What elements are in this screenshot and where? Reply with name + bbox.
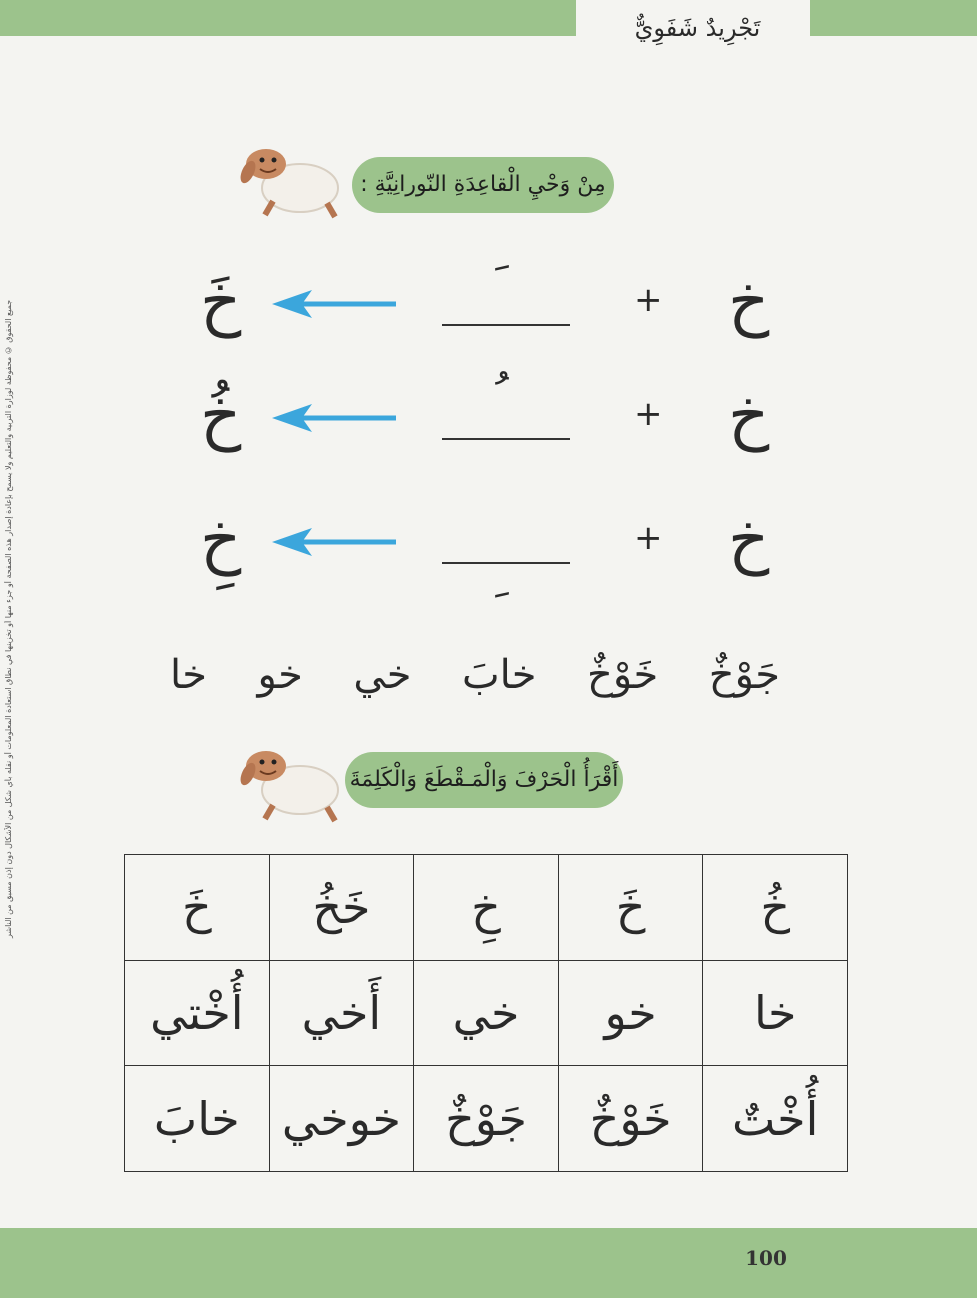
base-letter: خ [728,503,770,577]
base-letter: خ [728,265,770,339]
plus-sign: + [634,394,663,434]
page-number: 100 [745,1246,787,1270]
base-letter: خ [728,379,770,453]
copyright-side-note: جميع الحقوق © محفوظة لوزارة التربية والتعليم ولا يسمح بإعادة إصدار هذه الصفحة أو جزء منها أو تخزينها في نطاق استعادة المعلومات أو نقله بأي شكل من الأشكال دون إذن مسبق من الناشر [4,300,13,939]
word: خا [170,652,207,698]
table-cell: خُ [703,855,848,961]
table-row [125,1066,848,1172]
table-cell: خِ [414,855,559,961]
table-cell: خَخُ [269,855,414,961]
table-cell: خَ [558,855,703,961]
table-cell: خي [414,960,559,1066]
table-row [125,960,848,1066]
sheep-mascot-icon [236,744,356,832]
result-letter: خَ [200,265,242,339]
table-cell: خابَ [125,1066,270,1172]
blank-line [442,562,570,564]
word: خابَ [461,652,537,698]
page-header-title: تَجْرِيدٌ شَفَوِيٌّ [634,14,761,42]
word: خي [353,652,412,698]
blank-line [442,324,570,326]
table-cell: خوخي [269,1066,414,1172]
word: جَوْخٌ [708,652,780,698]
equation-row [180,366,800,476]
top-green-band [0,0,576,36]
top-green-band-right [810,0,977,36]
practice-words-row [170,640,780,710]
word: خَوْخٌ [587,652,659,698]
table-cell: أُخْتٌ [703,1066,848,1172]
table-cell: خا [703,960,848,1066]
table-cell: خَوْخٌ [558,1066,703,1172]
table-cell: جَوْخٌ [414,1066,559,1172]
equation-row [180,490,800,600]
sheep-mascot-icon [236,142,356,226]
letters-table [124,854,848,1172]
section-title-pill: أَقْرَأُ الْحَرْفَ وَالْمَـقْطَعَ وَالْكَلِمَةَ [345,752,623,808]
blank-line [442,438,570,440]
table-cell: أُخْتي [125,960,270,1066]
table-cell: خو [558,960,703,1066]
arrow-left-icon [272,290,398,318]
word: خو [257,652,303,698]
arrow-left-icon [272,404,398,432]
equation-row [180,252,800,362]
plus-sign: + [634,280,663,320]
section-title-pill: مِنْ وَحْيِ الْقاعِدَةِ النّورانِيَّةِ : [352,157,614,213]
result-letter: خُ [200,379,242,453]
bottom-green-band [0,1228,977,1298]
arrow-left-icon [272,528,398,556]
result-letter: خِ [200,503,242,577]
table-cell: أَخي [269,960,414,1066]
table-row [125,855,848,961]
plus-sign: + [634,518,663,558]
table-cell: خَ [125,855,270,961]
